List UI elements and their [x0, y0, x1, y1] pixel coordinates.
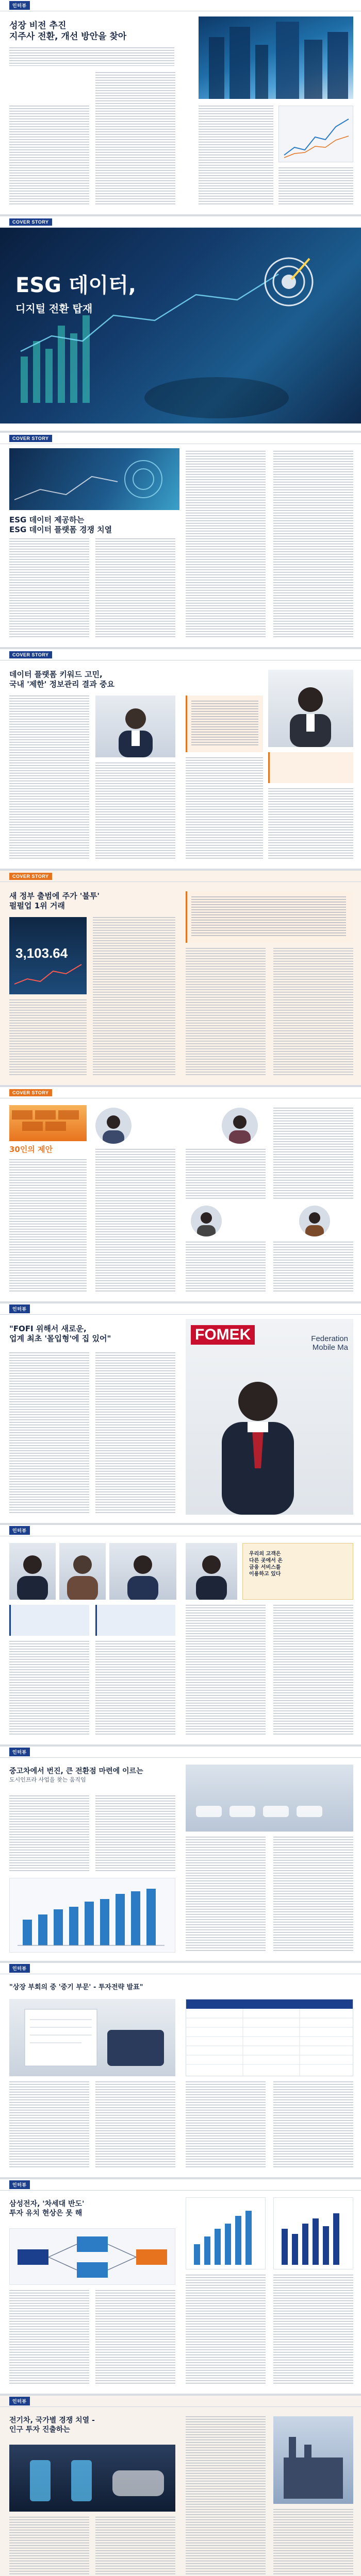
- page-10: [0, 1963, 361, 2179]
- quote-box-1: [9, 1605, 89, 1636]
- lead-text: [9, 47, 174, 66]
- page-1: [0, 0, 361, 216]
- person-photo-4: [186, 1543, 237, 1600]
- page-2-cover: [0, 216, 361, 433]
- section-tag: 인터뷰: [9, 1748, 30, 1756]
- headline: 새 정부 출범에 주가 '불투' 펄펄업 1위 거래: [9, 891, 100, 910]
- trend-line-illustration: [279, 106, 353, 162]
- section-tag: 인터뷰: [9, 1, 30, 10]
- quote-panel: [242, 1543, 353, 1600]
- person-avatar-2: [222, 1108, 258, 1144]
- stock-board-photo: [9, 917, 87, 994]
- bar-chart-illustration: [10, 1878, 175, 1953]
- highlight-box: [186, 891, 353, 943]
- document-photo: [9, 1999, 175, 2076]
- headline: "FOFI 위해서 새로운, 업계 최초 '몰입형'에 집 있어": [9, 1324, 111, 1343]
- page-12: [0, 2396, 361, 2576]
- person-photo-1: [95, 696, 175, 757]
- bricks-photo: [9, 1105, 87, 1141]
- person-avatar-4: [299, 1206, 330, 1236]
- cover-title: ESG 데이터,: [15, 274, 137, 297]
- person-photo-2: [59, 1543, 106, 1600]
- sidebar-box: [186, 696, 263, 752]
- headline: "상장 부회의 중 '중기 부문' - 투자전략 발표": [9, 1984, 143, 1991]
- page-11: [0, 2179, 361, 2396]
- factory-photo: [273, 2416, 353, 2504]
- section-tag: COVER STORY: [9, 1089, 52, 1096]
- section-tag: COVER STORY: [9, 218, 52, 226]
- section-tag: 인터뷰: [9, 1964, 30, 1973]
- event-banner: Federation Mobile Ma: [311, 1334, 348, 1352]
- section-tag: 인터뷰: [9, 1526, 30, 1535]
- person-photo-2: [268, 670, 353, 747]
- page-header: [0, 0, 361, 11]
- headline: 성장 비전 추진 지주사 전환, 개선 방안을 찾아: [9, 21, 127, 42]
- headline: 데이터 플랫폼 키워드 고민, 국내 '제한' 정보관리 결과 중요: [9, 670, 114, 689]
- person-photo-3: [109, 1543, 176, 1600]
- skyline-photo: [199, 16, 353, 99]
- page-5: [0, 871, 361, 1087]
- headline: 중고차에서 번진, 큰 전환점 마련에 이르는 도시인프라 사업을 찾는 움직임: [9, 1767, 143, 1783]
- page-9: [0, 1747, 361, 1963]
- page-7: [0, 1303, 361, 1525]
- section-tag: 인터뷰: [9, 1304, 30, 1313]
- page-6: [0, 1087, 361, 1303]
- headline: 30인의 제안: [9, 1145, 53, 1154]
- car-lot-photo: [186, 1765, 353, 1832]
- page-4: [0, 649, 361, 871]
- headline: 삼성전자, '차세대 반도' 투자 유치 현상은 못 해: [9, 2200, 85, 2217]
- section-tag: 인터뷰: [9, 2180, 30, 2189]
- ev-charging-photo: [9, 2445, 175, 2512]
- graph-photo: [278, 106, 353, 162]
- stock-index-value: 3,103.64: [15, 945, 68, 961]
- pull-quote: 우리의 고객은 다른 곳에서 온 금융 서비스를 이용하고 있다: [249, 1551, 283, 1577]
- chart-figure-2: [273, 2197, 353, 2269]
- bar-chart-figure: [9, 1878, 175, 1953]
- page-8: [0, 1525, 361, 1747]
- event-logo: FOMEK: [191, 1325, 255, 1345]
- data-table: [186, 1999, 353, 2076]
- cover-photo: [0, 228, 361, 423]
- skyline-illustration: [199, 16, 353, 99]
- person-avatar-3: [191, 1206, 222, 1236]
- quote-box-2: [95, 1605, 175, 1636]
- section-tag: COVER STORY: [9, 435, 52, 442]
- person-photo-1: [9, 1543, 56, 1600]
- flow-diagram: [9, 2228, 175, 2285]
- page-3: [0, 433, 361, 649]
- section-tag: COVER STORY: [9, 873, 52, 880]
- cover-title-block: [15, 269, 136, 315]
- section-tag: 인터뷰: [9, 2397, 30, 2405]
- quote-box: [268, 752, 353, 783]
- cover-subtitle: 디지털 전환 탑재: [15, 302, 93, 315]
- headline: 전기차, 국가별 경쟁 치열 - 인구 투자 진출하는: [9, 2416, 95, 2434]
- speaker-illustration: [186, 1319, 353, 1515]
- speaker-photo: [186, 1319, 353, 1515]
- chart-figure-1: [186, 2197, 266, 2269]
- headline: ESG 데이터 제공하는 ESG 데이터 플랫폼 경쟁 치열: [9, 515, 112, 534]
- finance-chart-illustration: [0, 228, 361, 423]
- data-photo: [9, 448, 179, 510]
- section-tag: COVER STORY: [9, 651, 52, 658]
- person-avatar-1: [95, 1108, 132, 1144]
